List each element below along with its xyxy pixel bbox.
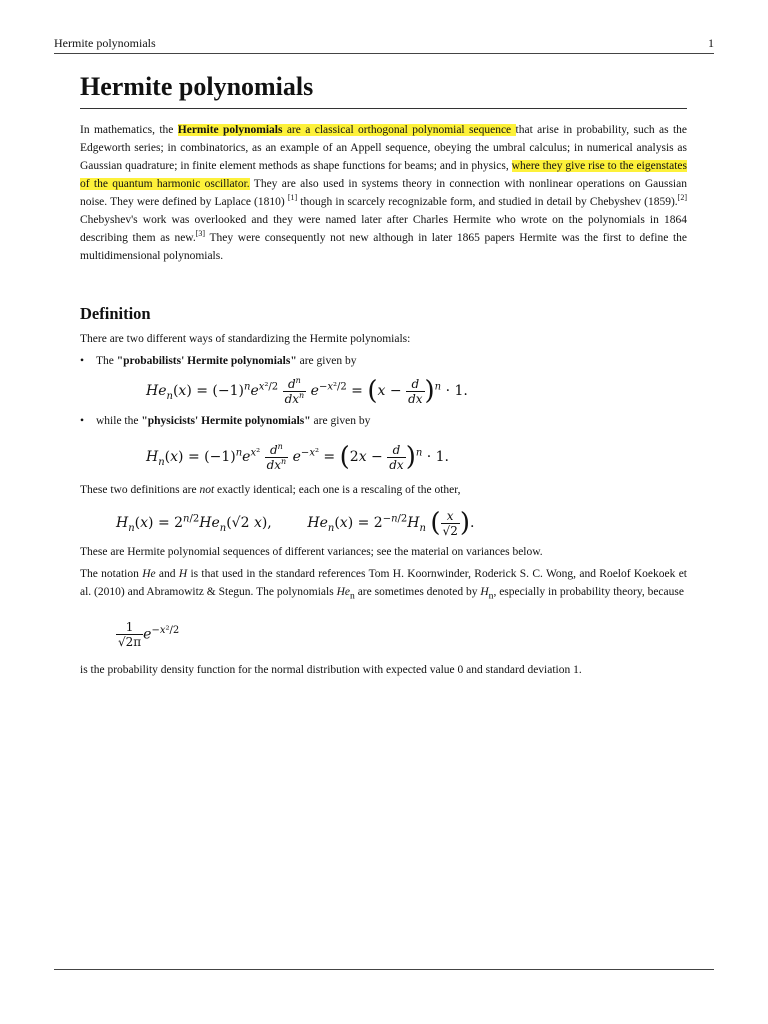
notation-he-n: He	[336, 586, 351, 598]
closing-paragraph	[80, 661, 687, 679]
definition-heading: Definition	[80, 304, 151, 323]
intro-paragraph	[80, 121, 687, 265]
running-header	[54, 36, 714, 54]
variances-text: These are Hermite polynomial sequences of different variances; see the material on variances below.	[80, 546, 543, 558]
notation-h: H	[178, 568, 188, 580]
title-rule	[80, 108, 687, 109]
rescale-emphasis: not	[199, 484, 215, 496]
notation-text-4: are sometimes denoted by	[354, 586, 481, 598]
highlight-physics: where they give rise to the eigenstates of the quantum harmonic oscillator.	[80, 160, 688, 190]
formula-probabilists: $He_n(x) = (-1)^ne^{x^2/2}$ $\frac{d^n}{dx^n}$ $e^{-x^2/2} = (x$ − $\frac{d}{dx}$ )$^n$ · 1.	[146, 375, 468, 406]
formula-physicists: $H_n(x) = (-1)^ne^{x^2}$ $\frac{d^n}{dx^n}$ $e^{-x^2} = (2x$ − $\frac{d}{dx}$ )$^n$ · 1.	[146, 441, 450, 472]
bullet-symbol: •	[80, 355, 85, 367]
variances-paragraph	[80, 543, 687, 561]
formula-rescaling: $H_n(x) = 2^{n/2}He_n(√2$ x), $He_n(x) = 2^{-n/2}H_n$ ( $\frac{x}{√2}$ ).	[116, 508, 475, 538]
highlight-definition	[178, 124, 516, 136]
bullet-1-pre: The	[96, 355, 117, 367]
definition-intro	[80, 330, 687, 348]
citation-3[interactable]: [3]	[195, 229, 206, 239]
citation-1[interactable]: [1]	[287, 193, 298, 203]
notation-paragraph	[80, 565, 687, 605]
notation-text-1: The notation	[80, 568, 143, 580]
intro-text-4: though in scarcely recognizable form, and studied in detail by Chebyshev (1859).	[297, 196, 678, 208]
bullet-1-post: are given by	[296, 355, 357, 367]
citation-2[interactable]: [2]	[677, 193, 687, 203]
notation-h-n: H	[480, 586, 489, 598]
definition-intro-text: There are two different ways of standardizing the Hermite polynomials:	[80, 333, 411, 345]
bullet-probabilists	[80, 352, 356, 370]
intro-text-6: They were consequently not new although in later 1865 papers Hermite was the first to define the multidimensional polynomials.	[80, 232, 687, 262]
footer-rule	[54, 969, 714, 970]
bullet-2-bold: "physicists' Hermite polynomials"	[141, 415, 311, 427]
rescale-pre: These two definitions are	[80, 484, 200, 496]
page-title: Hermite polynomials	[80, 72, 314, 101]
notation-text-5: , especially in probability theory, because	[493, 586, 684, 598]
closing-text: is the probability density function for the normal distribution with expected value 0 and standard deviation 1.	[80, 664, 582, 676]
notation-subscript-2: n	[488, 590, 494, 602]
running-title: Hermite polynomials	[54, 36, 156, 50]
rescale-paragraph	[80, 481, 687, 499]
header-rule	[54, 53, 714, 54]
bullet-symbol: •	[80, 415, 85, 427]
highlight-term: Hermite polynomials	[177, 124, 283, 136]
bullet-2-post: are given by	[310, 415, 371, 427]
notation-text-3: is that used in the standard references Tom H. Koornwinder, Roderick S. C. Wong, and Roelof Koekoek et al. (2010) and Abramowitz & Stegun. The polynomials	[80, 568, 687, 598]
intro-text-5: Chebyshev's work was overlooked and they were named later after Charles Hermite who wrote on the polynomials in 1864 describing them as new.	[80, 214, 687, 244]
intro-text-3: They are also used in systems theory in connection with nonlinear operations on Gaussian noise. They were defined by Laplace (1810)	[80, 178, 687, 208]
formula-normal-density: $\frac{1}{√2\pi}$ $e^{-x^2/2}$	[118, 620, 180, 649]
page-number: 1	[708, 36, 714, 50]
bullet-1-bold: "probabilists' Hermite polynomials"	[116, 355, 297, 367]
highlight-definition-text: are a classical orthogonal polynomial sequence	[282, 124, 516, 136]
bullet-2-pre: while the	[96, 415, 142, 427]
notation-he: He	[142, 568, 156, 580]
notation-text-2: and	[155, 568, 179, 580]
intro-text-2: that arise in probability, such as the Edgeworth series; in combinatorics, as an example of an Appell sequence, obeying the umbral calculus; in numerical analysis as Gaussian quadrature; in finite element methods as shape functions for beams; and in physics,	[80, 124, 687, 172]
rescale-post: exactly identical; each one is a rescaling of the other,	[214, 484, 461, 496]
intro-text-1: In mathematics, the	[80, 124, 178, 136]
notation-subscript-1: n	[350, 590, 355, 602]
bullet-physicists	[80, 412, 370, 430]
